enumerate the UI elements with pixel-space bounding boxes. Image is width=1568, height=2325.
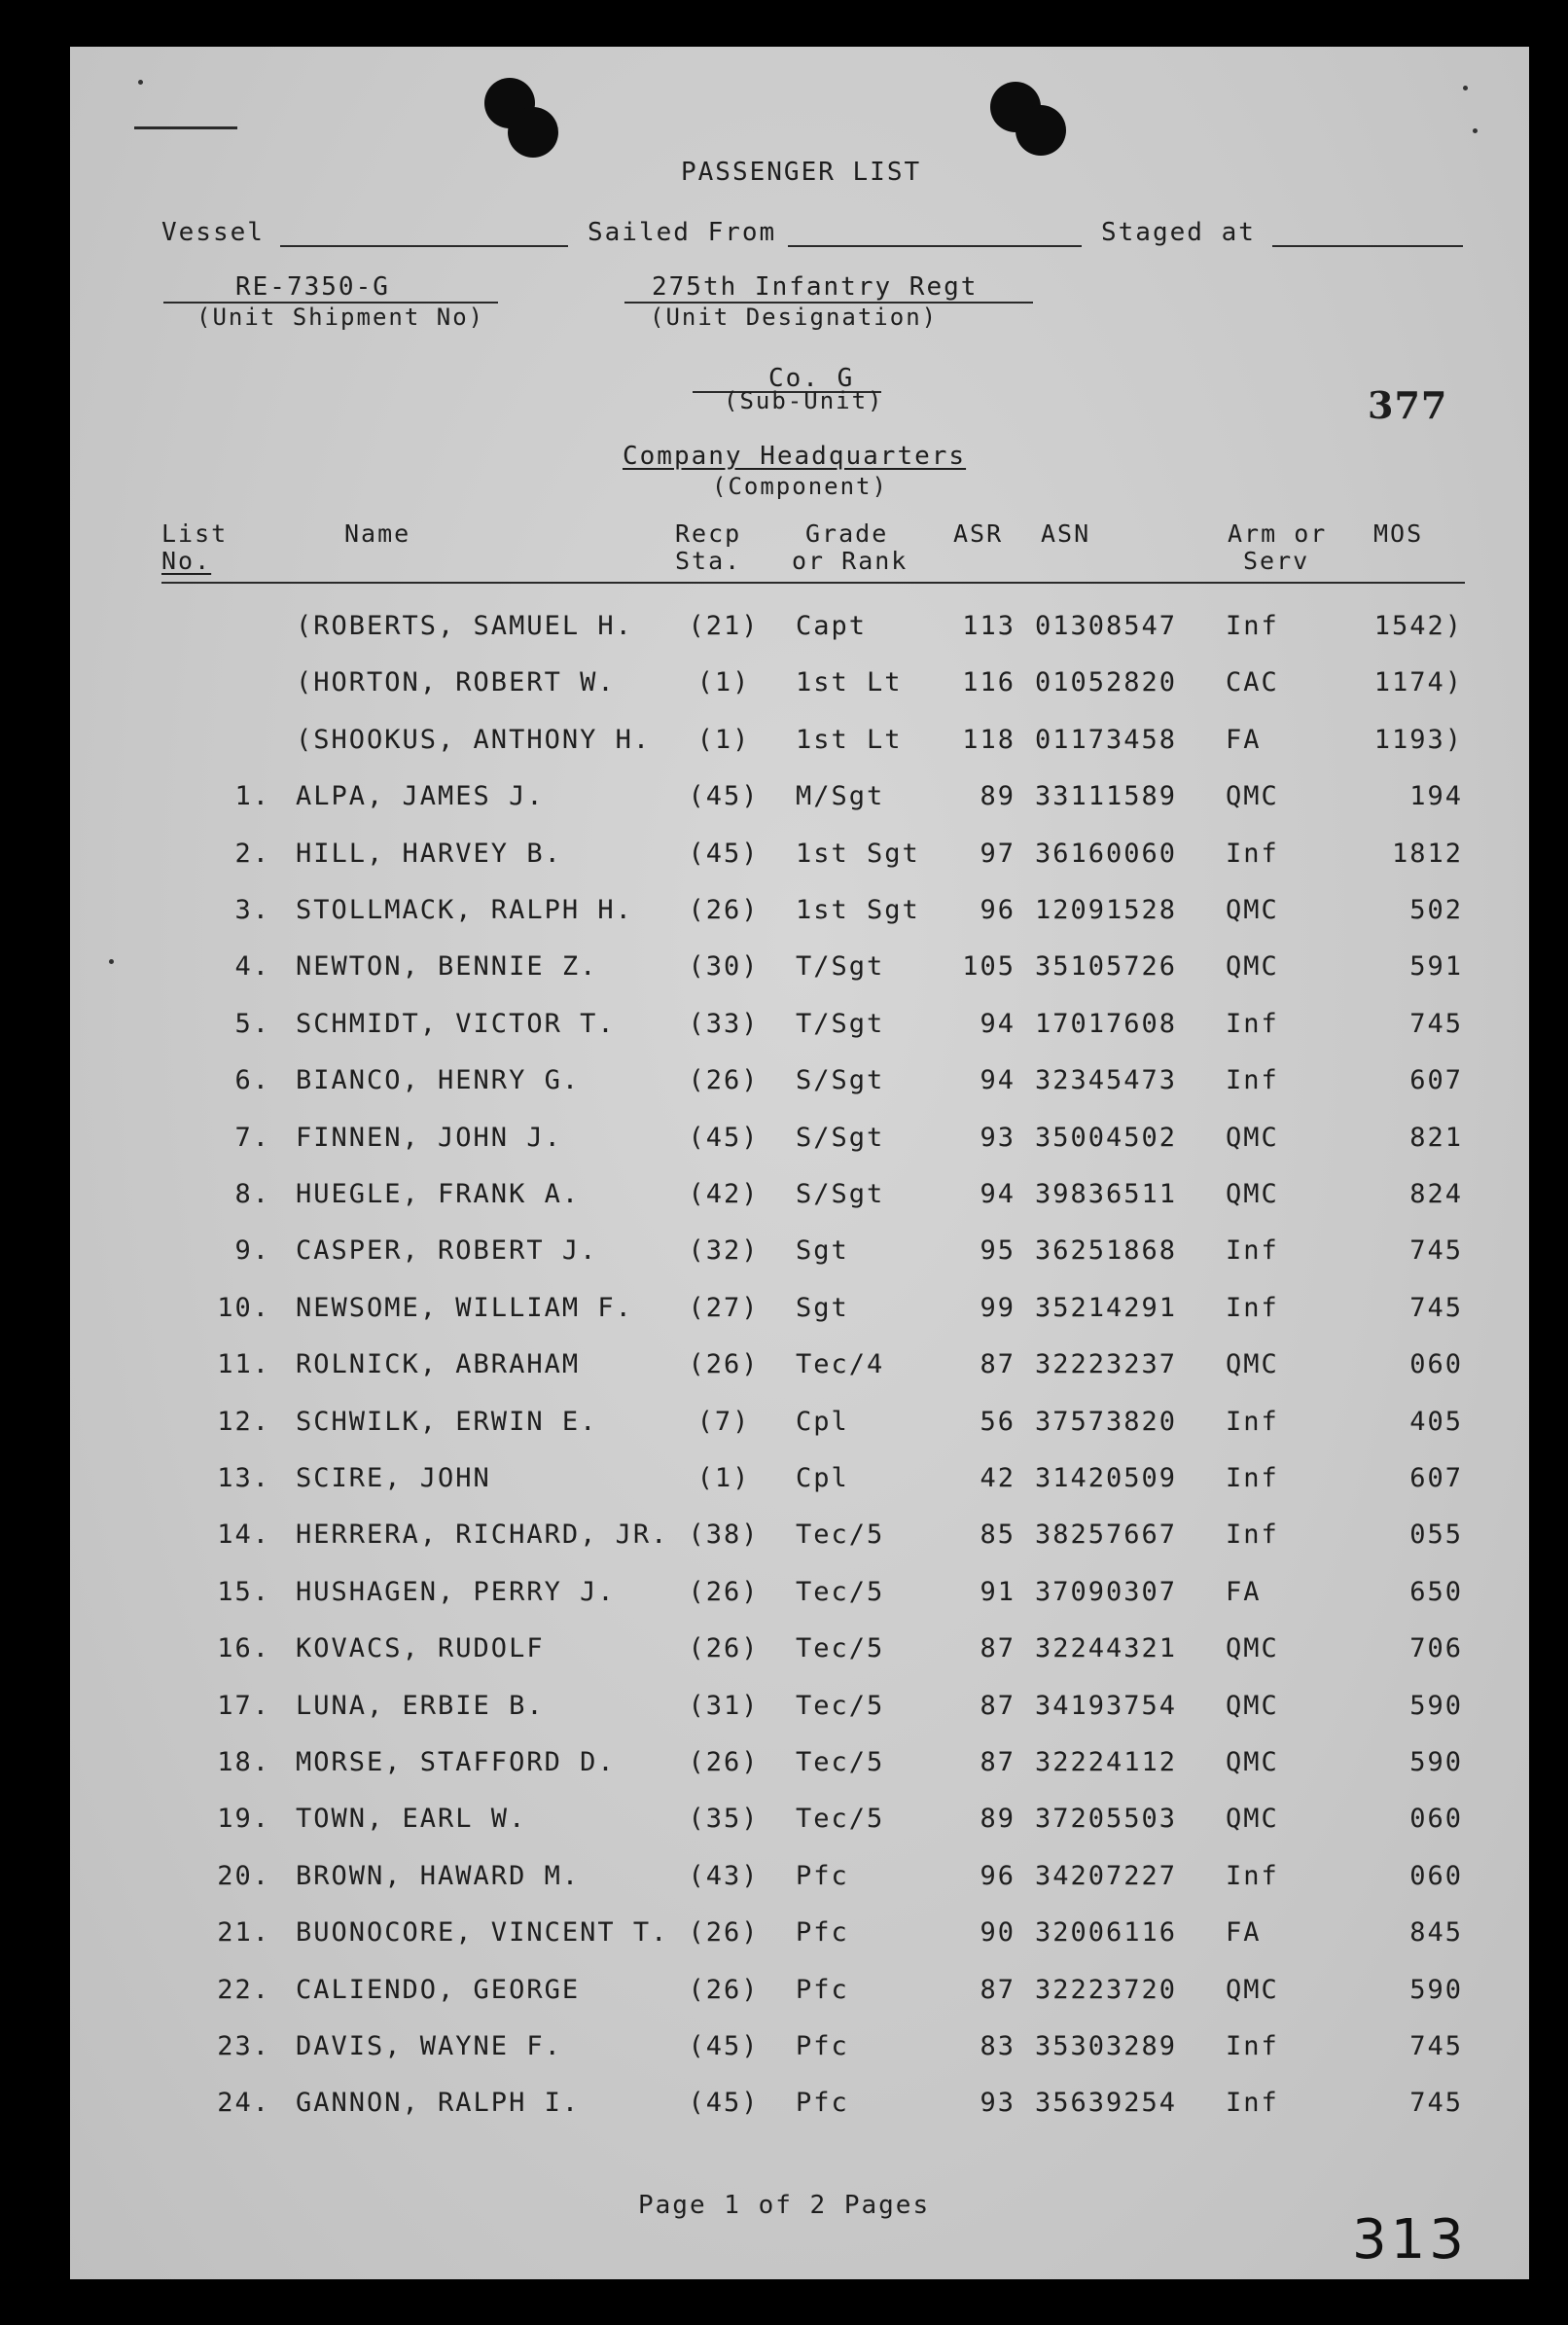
cell-name: SCHWILK, ERWIN E. — [296, 1406, 598, 1437]
cell-asn: 17017608 — [1035, 1008, 1178, 1039]
cell-sta: (45) — [688, 1122, 760, 1153]
cell-name: TOWN, EARL W. — [296, 1804, 527, 1835]
table-row — [70, 667, 1529, 706]
cell-sta: (26) — [688, 1974, 760, 2005]
cell-mos: 591 — [1409, 951, 1463, 983]
cell-arm: QMC — [1226, 1633, 1279, 1664]
table-row — [70, 1691, 1529, 1730]
cell-arm: QMC — [1226, 895, 1279, 925]
table-row — [70, 1009, 1529, 1048]
cell-asn: 34193754 — [1035, 1690, 1178, 1721]
cell-arm: QMC — [1226, 1974, 1279, 2005]
cell-arm: Inf — [1226, 1860, 1279, 1891]
col-name: Name — [344, 519, 411, 548]
cell-name: GANNON, RALPH I. — [296, 2088, 581, 2119]
cell-name: CALIENDO, GEORGE — [296, 1974, 581, 2005]
cell-grade: Pfc — [796, 1917, 849, 1949]
cell-mos: 1193) — [1373, 724, 1463, 755]
cell-arm: Inf — [1226, 1235, 1279, 1267]
cell-grade: Tec/5 — [796, 1690, 885, 1721]
col-list-no-line1: List — [161, 519, 229, 548]
table-row — [70, 1804, 1529, 1842]
cell-asr: 87 — [980, 1747, 1016, 1777]
cell-asr: 94 — [980, 1179, 1016, 1209]
cell-name: STOLLMACK, RALPH H. — [296, 895, 633, 925]
cell-grade: S/Sgt — [796, 1122, 885, 1153]
cell-grade: T/Sgt — [796, 951, 885, 983]
table-row — [70, 1463, 1529, 1502]
cell-arm: Inf — [1226, 1406, 1279, 1437]
cell-name: ALPA, JAMES J. — [296, 781, 545, 812]
cell-name: ROLNICK, ABRAHAM — [296, 1349, 581, 1380]
cell-asr: 113 — [962, 611, 1016, 641]
cell-sta: (1) — [696, 724, 751, 755]
cell-mos: 745 — [1409, 1008, 1463, 1039]
cell-asn: 35639254 — [1035, 2088, 1178, 2119]
cell-arm: Inf — [1226, 2031, 1279, 2061]
cell-asr: 96 — [980, 895, 1016, 925]
cell-sta: (45) — [688, 2031, 760, 2061]
page-stamp-number: 377 — [1368, 383, 1448, 427]
cell-no: 10. — [217, 1292, 270, 1323]
cell-mos: 745 — [1409, 1235, 1463, 1267]
handwritten-number: 313 — [1352, 2208, 1468, 2271]
cell-asn: 31420509 — [1035, 1463, 1178, 1493]
cell-grade: 1st Sgt — [796, 895, 920, 925]
document-sheet — [70, 47, 1529, 2279]
table-row — [70, 1349, 1529, 1388]
cell-arm: Inf — [1226, 838, 1279, 869]
cell-mos: 824 — [1409, 1179, 1463, 1209]
sailed-from-label: Sailed From — [588, 218, 777, 247]
cell-sta: (42) — [688, 1179, 760, 1209]
cell-grade: Pfc — [796, 2031, 849, 2061]
cell-sta: (26) — [688, 1065, 760, 1096]
cell-no: 8. — [234, 1179, 270, 1209]
cell-mos: 1812 — [1391, 838, 1463, 869]
cell-asr: 89 — [980, 1804, 1016, 1835]
cell-arm: Inf — [1226, 1292, 1279, 1323]
cell-asn: 01052820 — [1035, 667, 1178, 698]
col-list-no-line2: No. — [161, 547, 212, 575]
table-row — [70, 1179, 1529, 1218]
unit-designation: 275th Infantry Regt — [652, 272, 979, 302]
cell-asr: 99 — [980, 1292, 1016, 1323]
cell-name: MORSE, STAFFORD D. — [296, 1747, 616, 1777]
cell-asn: 34207227 — [1035, 1860, 1178, 1891]
cell-no: 16. — [217, 1633, 270, 1664]
table-row — [70, 1065, 1529, 1104]
cell-mos: 650 — [1409, 1576, 1463, 1607]
cell-name: NEWTON, BENNIE Z. — [296, 951, 598, 983]
cell-asr: 56 — [980, 1406, 1016, 1437]
component-caption: (Component) — [712, 473, 888, 500]
cell-arm: QMC — [1226, 1804, 1279, 1835]
cell-asr: 87 — [980, 1690, 1016, 1721]
cell-asr: 90 — [980, 1917, 1016, 1949]
cell-asr: 96 — [980, 1860, 1016, 1891]
cell-asr: 85 — [980, 1520, 1016, 1551]
cell-mos: 745 — [1409, 1292, 1463, 1323]
cell-no: 3. — [234, 895, 270, 925]
cell-sta: (26) — [688, 895, 760, 925]
cell-asn: 33111589 — [1035, 781, 1178, 812]
cell-grade: Tec/5 — [796, 1804, 885, 1835]
cell-sta: (32) — [688, 1235, 760, 1267]
unit-shipment-caption: (Unit Shipment No) — [196, 304, 485, 331]
page-footer: Page 1 of 2 Pages — [638, 2191, 931, 2220]
cell-sta: (7) — [696, 1406, 751, 1437]
cell-mos: 502 — [1409, 895, 1463, 925]
cell-name: NEWSOME, WILLIAM F. — [296, 1292, 633, 1323]
cell-no: 19. — [217, 1804, 270, 1835]
cell-arm: CAC — [1226, 667, 1279, 698]
cell-no: 12. — [217, 1406, 270, 1437]
cell-name: KOVACS, RUDOLF — [296, 1633, 545, 1664]
cell-grade: Sgt — [796, 1292, 849, 1323]
cell-no: 13. — [217, 1463, 270, 1493]
cell-asn: 35105726 — [1035, 951, 1178, 983]
cell-sta: (30) — [688, 951, 760, 983]
cell-asn: 39836511 — [1035, 1179, 1178, 1209]
cell-mos: 405 — [1409, 1406, 1463, 1437]
cell-sta: (26) — [688, 1633, 760, 1664]
cell-grade: S/Sgt — [796, 1065, 885, 1096]
cell-asr: 83 — [980, 2031, 1016, 2061]
cell-asn: 38257667 — [1035, 1520, 1178, 1551]
cell-asr: 116 — [962, 667, 1016, 698]
col-recp-line1: Recp — [675, 519, 742, 548]
cell-arm: QMC — [1226, 951, 1279, 983]
unit-shipment-no: RE-7350-G — [235, 272, 390, 302]
cell-asn: 35004502 — [1035, 1122, 1178, 1153]
cell-mos: 745 — [1409, 2031, 1463, 2061]
cell-grade: Pfc — [796, 2088, 849, 2119]
cell-asn: 36251868 — [1035, 1235, 1178, 1267]
table-row — [70, 1975, 1529, 2014]
cell-asr: 89 — [980, 781, 1016, 812]
cell-grade: M/Sgt — [796, 781, 885, 812]
cell-no: 24. — [217, 2088, 270, 2119]
cell-sta: (1) — [696, 667, 751, 698]
table-row — [70, 951, 1529, 990]
document-title: PASSENGER LIST — [681, 158, 922, 187]
table-row — [70, 1407, 1529, 1446]
cell-asn: 35214291 — [1035, 1292, 1178, 1323]
cell-mos: 607 — [1409, 1463, 1463, 1493]
cell-sta: (26) — [688, 1349, 760, 1380]
cell-sta: (45) — [688, 838, 760, 869]
cell-arm: FA — [1226, 724, 1262, 755]
cell-no: 15. — [217, 1576, 270, 1607]
cell-grade: Tec/4 — [796, 1349, 885, 1380]
cell-grade: Pfc — [796, 1860, 849, 1891]
table-row — [70, 1520, 1529, 1558]
cell-grade: Tec/5 — [796, 1520, 885, 1551]
cell-name: BROWN, HAWARD M. — [296, 1860, 581, 1891]
cell-mos: 607 — [1409, 1065, 1463, 1096]
cell-arm: QMC — [1226, 1179, 1279, 1209]
table-row — [70, 1917, 1529, 1956]
sub-unit-caption: (Sub-Unit) — [724, 387, 884, 414]
cell-no: 21. — [217, 1917, 270, 1949]
cell-asn: 32223237 — [1035, 1349, 1178, 1380]
cell-grade: 1st Lt — [796, 667, 903, 698]
cell-arm: QMC — [1226, 781, 1279, 812]
cell-sta: (21) — [688, 611, 760, 641]
cell-sta: (26) — [688, 1576, 760, 1607]
cell-name: HILL, HARVEY B. — [296, 838, 562, 869]
cell-name: SCIRE, JOHN — [296, 1463, 491, 1493]
table-row — [70, 1235, 1529, 1274]
cell-mos: 060 — [1409, 1860, 1463, 1891]
cell-name: SCHMIDT, VICTOR T. — [296, 1008, 616, 1039]
cell-asn: 32345473 — [1035, 1065, 1178, 1096]
cell-no: 4. — [234, 951, 270, 983]
cell-asr: 91 — [980, 1576, 1016, 1607]
cell-mos: 706 — [1409, 1633, 1463, 1664]
table-row — [70, 1293, 1529, 1332]
cell-mos: 1542) — [1373, 611, 1463, 641]
cell-no: 18. — [217, 1747, 270, 1777]
cell-name: BIANCO, HENRY G. — [296, 1065, 581, 1096]
table-row — [70, 839, 1529, 877]
cell-asr: 42 — [980, 1463, 1016, 1493]
cell-name: DAVIS, WAYNE F. — [296, 2031, 562, 2061]
cell-asn: 37205503 — [1035, 1804, 1178, 1835]
cell-grade: Tec/5 — [796, 1633, 885, 1664]
cell-no: 2. — [234, 838, 270, 869]
cell-grade: 1st Lt — [796, 724, 903, 755]
cell-sta: (43) — [688, 1860, 760, 1891]
table-row — [70, 725, 1529, 764]
cell-arm: Inf — [1226, 1008, 1279, 1039]
staged-at-label: Staged at — [1101, 218, 1256, 247]
cell-sta: (27) — [688, 1292, 760, 1323]
cell-arm: Inf — [1226, 611, 1279, 641]
cell-name: CASPER, ROBERT J. — [296, 1235, 598, 1267]
cell-name: (ROBERTS, SAMUEL H. — [296, 611, 633, 641]
cell-sta: (31) — [688, 1690, 760, 1721]
cell-mos: 194 — [1409, 781, 1463, 812]
cell-asn: 32224112 — [1035, 1747, 1178, 1777]
cell-asn: 37090307 — [1035, 1576, 1178, 1607]
table-row — [70, 1123, 1529, 1162]
table-row — [70, 2031, 1529, 2070]
cell-grade: 1st Sgt — [796, 838, 920, 869]
cell-mos: 060 — [1409, 1349, 1463, 1380]
cell-asr: 94 — [980, 1065, 1016, 1096]
cell-asn: 32244321 — [1035, 1633, 1178, 1664]
cell-no: 7. — [234, 1122, 270, 1153]
cell-grade: Cpl — [796, 1463, 849, 1493]
table-row — [70, 781, 1529, 820]
cell-mos: 590 — [1409, 1690, 1463, 1721]
cell-name: HERRERA, RICHARD, JR. — [296, 1520, 669, 1551]
cell-asn: 37573820 — [1035, 1406, 1178, 1437]
cell-asn: 35303289 — [1035, 2031, 1178, 2061]
cell-name: BUONOCORE, VINCENT T. — [296, 1917, 669, 1949]
cell-name: (SHOOKUS, ANTHONY H. — [296, 724, 652, 755]
cell-grade: S/Sgt — [796, 1179, 885, 1209]
cell-arm: FA — [1226, 1576, 1262, 1607]
cell-asn: 32006116 — [1035, 1917, 1178, 1949]
cell-arm: Inf — [1226, 2088, 1279, 2119]
col-arm-line2: Serv — [1243, 547, 1310, 575]
cell-arm: FA — [1226, 1917, 1262, 1949]
cell-no: 11. — [217, 1349, 270, 1380]
cell-asn: 12091528 — [1035, 895, 1178, 925]
col-recp-line2: Sta. — [675, 547, 742, 575]
col-mos: MOS — [1373, 519, 1424, 548]
cell-mos: 845 — [1409, 1917, 1463, 1949]
cell-arm: Inf — [1226, 1065, 1279, 1096]
table-row — [70, 1633, 1529, 1672]
cell-name: HUEGLE, FRANK A. — [296, 1179, 581, 1209]
cell-mos: 590 — [1409, 1974, 1463, 2005]
cell-asr: 94 — [980, 1008, 1016, 1039]
cell-no: 14. — [217, 1520, 270, 1551]
vessel-label: Vessel — [161, 218, 265, 247]
cell-asn: 01308547 — [1035, 611, 1178, 641]
cell-asr: 105 — [962, 951, 1016, 983]
cell-grade: Pfc — [796, 1974, 849, 2005]
cell-grade: Sgt — [796, 1235, 849, 1267]
cell-arm: QMC — [1226, 1747, 1279, 1777]
cell-sta: (35) — [688, 1804, 760, 1835]
cell-arm: QMC — [1226, 1690, 1279, 1721]
unit-designation-caption: (Unit Designation) — [650, 304, 939, 331]
cell-no: 9. — [234, 1235, 270, 1267]
col-grade-line2: or Rank — [792, 547, 909, 575]
cell-mos: 745 — [1409, 2088, 1463, 2119]
cell-asr: 87 — [980, 1633, 1016, 1664]
cell-asr: 93 — [980, 1122, 1016, 1153]
cell-sta: (45) — [688, 2088, 760, 2119]
cell-mos: 060 — [1409, 1804, 1463, 1835]
cell-name: LUNA, ERBIE B. — [296, 1690, 545, 1721]
cell-grade: Tec/5 — [796, 1747, 885, 1777]
cell-arm: Inf — [1226, 1463, 1279, 1493]
table-row — [70, 1861, 1529, 1900]
cell-sta: (33) — [688, 1008, 760, 1039]
cell-no: 20. — [217, 1860, 270, 1891]
cell-grade: T/Sgt — [796, 1008, 885, 1039]
cell-name: FINNEN, JOHN J. — [296, 1122, 562, 1153]
cell-asr: 118 — [962, 724, 1016, 755]
cell-asr: 97 — [980, 838, 1016, 869]
passenger-table — [70, 47, 1529, 2279]
sub-unit: Co. G — [768, 364, 855, 393]
cell-mos: 821 — [1409, 1122, 1463, 1153]
table-row — [70, 1747, 1529, 1786]
cell-asn: 01173458 — [1035, 724, 1178, 755]
cell-asr: 87 — [980, 1349, 1016, 1380]
col-asr: ASR — [953, 519, 1004, 548]
col-arm-line1: Arm or — [1228, 519, 1328, 548]
cell-mos: 1174) — [1373, 667, 1463, 698]
cell-mos: 590 — [1409, 1747, 1463, 1777]
cell-name: HUSHAGEN, PERRY J. — [296, 1576, 616, 1607]
cell-grade: Tec/5 — [796, 1576, 885, 1607]
cell-arm: QMC — [1226, 1122, 1279, 1153]
col-grade-line1: Grade — [805, 519, 889, 548]
cell-no: 22. — [217, 1974, 270, 2005]
cell-no: 17. — [217, 1690, 270, 1721]
cell-arm: Inf — [1226, 1520, 1279, 1551]
component: Company Headquarters — [623, 442, 967, 471]
cell-sta: (26) — [688, 1747, 760, 1777]
table-row — [70, 1577, 1529, 1616]
cell-no: 1. — [234, 781, 270, 812]
col-asn: ASN — [1041, 519, 1091, 548]
cell-no: 23. — [217, 2031, 270, 2061]
cell-sta: (38) — [688, 1520, 760, 1551]
cell-asn: 32223720 — [1035, 1974, 1178, 2005]
cell-asr: 93 — [980, 2088, 1016, 2119]
table-row — [70, 2088, 1529, 2127]
cell-no: 5. — [234, 1008, 270, 1039]
cell-asr: 87 — [980, 1974, 1016, 2005]
cell-sta: (45) — [688, 781, 760, 812]
cell-mos: 055 — [1409, 1520, 1463, 1551]
table-row — [70, 895, 1529, 934]
cell-arm: QMC — [1226, 1349, 1279, 1380]
cell-name: (HORTON, ROBERT W. — [296, 667, 616, 698]
cell-grade: Cpl — [796, 1406, 849, 1437]
cell-no: 6. — [234, 1065, 270, 1096]
cell-asn: 36160060 — [1035, 838, 1178, 869]
table-row — [70, 611, 1529, 650]
cell-grade: Capt — [796, 611, 868, 641]
cell-sta: (1) — [696, 1463, 751, 1493]
cell-asr: 95 — [980, 1235, 1016, 1267]
cell-sta: (26) — [688, 1917, 760, 1949]
